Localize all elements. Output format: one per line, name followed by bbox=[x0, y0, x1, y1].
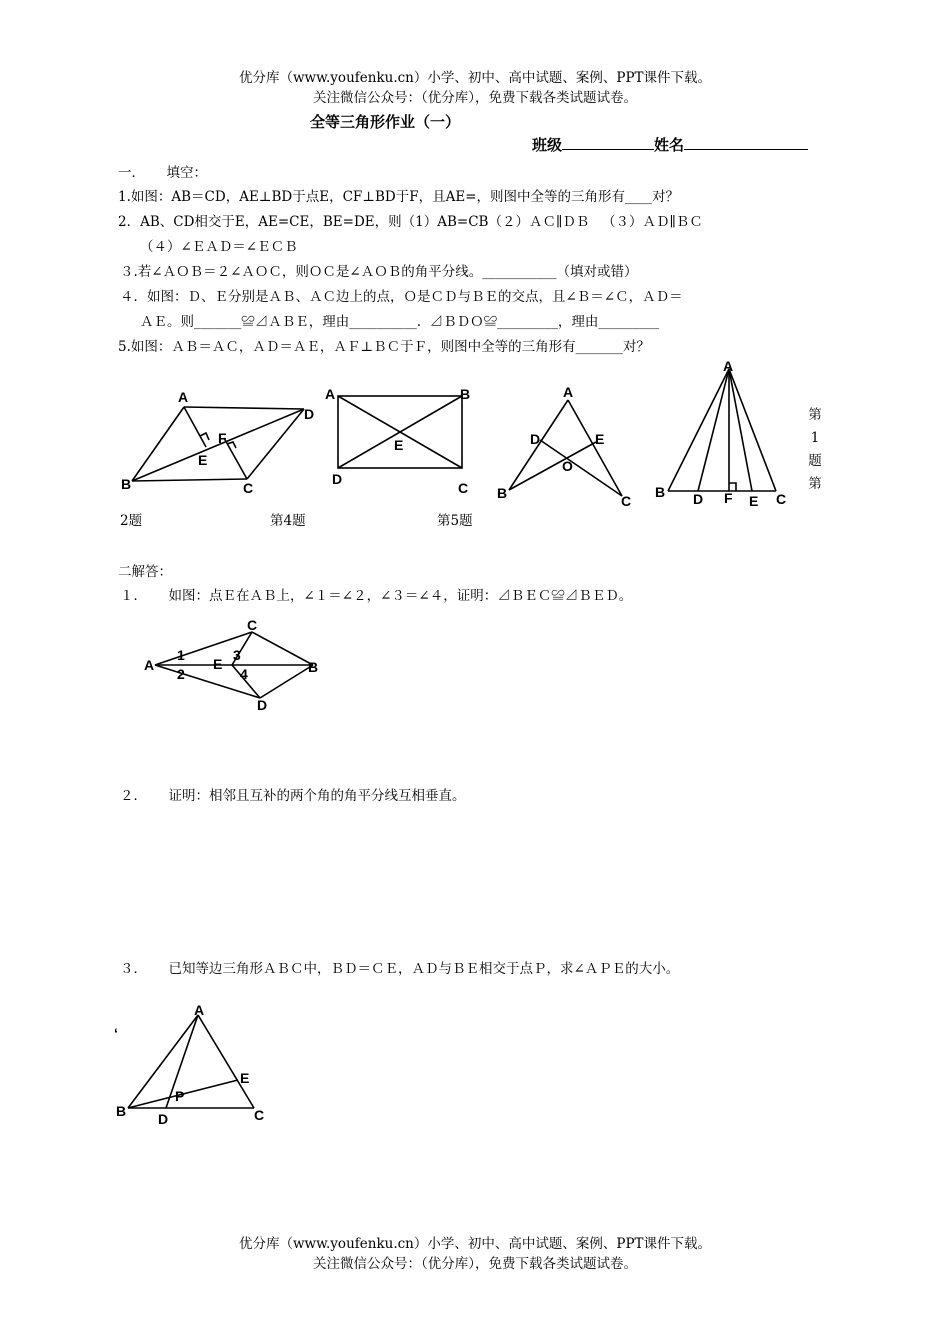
seg-bc bbox=[132, 479, 247, 481]
question-1-4-cont: ＡＥ。则_______≌⊿ＡＢＥ，理由__________. ⊿ＢＤＯ≌_________，理由_________ bbox=[140, 314, 660, 330]
section2-heading: 二解答： bbox=[118, 564, 172, 580]
label-b: B bbox=[121, 476, 132, 492]
footer-line-2: 关注微信公众号：（优分库），免费下载各类试题试卷。 bbox=[313, 1256, 637, 1272]
side-caption bbox=[805, 404, 825, 496]
seg-ae bbox=[184, 407, 206, 447]
header-line-1: 优分库（www.youfenku.cn）小学、初中、高中试题、案例、PPT课件下载。 bbox=[238, 70, 712, 86]
page-title: 全等三角形作业（一） bbox=[310, 113, 461, 131]
figure-cross-triangle bbox=[492, 382, 642, 507]
section1-heading: 一． 填空： bbox=[118, 165, 207, 181]
question-1-2-cont: （４）∠ＥＡＤ＝∠ＥＣＢ bbox=[140, 239, 298, 255]
header-line-2: 关注微信公众号：（优分库），免费下载各类试题试卷。 bbox=[313, 90, 637, 106]
label-angle-4: 4 bbox=[240, 666, 248, 682]
label-e: E bbox=[749, 493, 759, 509]
label-a: A bbox=[178, 389, 189, 405]
class-blank[interactable] bbox=[562, 137, 654, 150]
label-c: C bbox=[243, 480, 254, 496]
label-o: O bbox=[562, 458, 573, 474]
seg-ac bbox=[198, 1015, 254, 1108]
label-e: E bbox=[240, 1070, 250, 1086]
label-d: D bbox=[257, 697, 268, 713]
seg-ab bbox=[668, 369, 729, 491]
label-b: B bbox=[655, 484, 666, 500]
label-angle-1: 1 bbox=[177, 647, 185, 663]
question-2-3: ３． 已知等边三角形ＡＢＣ中，ＢＤ＝ＣＥ，ＡＤ与ＢＥ相交于点Ｐ，求∠ＡＰＥ的大小。 bbox=[120, 961, 680, 977]
label-d: D bbox=[693, 491, 704, 507]
side-caption-4: 第 bbox=[808, 476, 822, 492]
seg-db bbox=[260, 665, 313, 698]
label-c: C bbox=[247, 617, 258, 633]
figure-parallelogram bbox=[118, 382, 323, 497]
label-a: A bbox=[325, 386, 336, 402]
question-1-2: 2．AB、CD相交于E，AE=CE，BE=DE，则（1）AB=CB（２）ＡＣ∥ＤＢ （３）ＡＤ∥ＢＣ bbox=[118, 214, 703, 230]
seg-ac bbox=[729, 369, 776, 491]
label-e: E bbox=[213, 656, 223, 672]
seg-cb bbox=[252, 632, 313, 665]
figure-rectangle bbox=[320, 382, 480, 497]
caption-q2: 2题 bbox=[120, 513, 143, 529]
label-c: C bbox=[254, 1107, 265, 1123]
question-1-5: 5.如图：ＡＢ＝ＡＣ，ＡＤ＝ＡＥ，ＡＦ⊥ＢＣ于Ｆ，则图中全等的三角形有_______对？ bbox=[118, 339, 650, 355]
label-d: D bbox=[332, 471, 343, 487]
label-a: A bbox=[723, 358, 734, 374]
label-b: B bbox=[497, 485, 508, 501]
label-a: A bbox=[563, 384, 574, 400]
question-1-1: 1.如图：AB＝CD，AE⊥BD于点E，CF⊥BD于F，且AE=，则图中全等的三角形有____对？ bbox=[118, 189, 680, 205]
label-c: C bbox=[458, 480, 469, 496]
class-label: 班级 bbox=[532, 136, 563, 154]
seg-ad bbox=[184, 407, 304, 409]
question-2-1: １． 如图：点Ｅ在ＡＢ上，∠１＝∠２，∠３＝∠４，证明：⊿ＢＥＣ≌⊿ＢＥＤ。 bbox=[120, 588, 633, 604]
label-c: C bbox=[621, 493, 632, 507]
question-2-2: ２． 证明：相邻且互补的两个角的角平分线互相垂直。 bbox=[120, 788, 466, 804]
label-f: F bbox=[218, 430, 227, 446]
footer-line-1: 优分库（www.youfenku.cn）小学、初中、高中试题、案例、PPT课件下载。 bbox=[238, 1236, 712, 1252]
label-a: A bbox=[144, 657, 155, 673]
label-f: F bbox=[724, 490, 733, 506]
question-1-4: ４．如图：Ｄ、Ｅ分别是ＡＢ、ＡＣ边上的点，Ｏ是ＣＤ与ＢＥ的交点，且∠Ｂ＝∠Ｃ，ＡＤ＝ bbox=[120, 289, 683, 305]
label-d: D bbox=[530, 431, 541, 447]
figure-equilateral-triangle bbox=[112, 1000, 282, 1130]
label-b: B bbox=[116, 1103, 127, 1119]
label-b: B bbox=[308, 659, 319, 675]
label-c: C bbox=[776, 491, 787, 507]
label-p: P bbox=[175, 1088, 185, 1104]
label-a: A bbox=[194, 1002, 205, 1018]
figure-kite bbox=[140, 612, 330, 717]
seg-ad bbox=[698, 369, 729, 491]
label-d: D bbox=[158, 1111, 169, 1127]
class-name-line bbox=[532, 134, 808, 155]
name-blank[interactable] bbox=[684, 137, 808, 150]
label-angle-2: 2 bbox=[177, 666, 185, 682]
caption-q5: 第5题 bbox=[437, 513, 473, 529]
caption-q4: 第4题 bbox=[270, 513, 306, 529]
label-b: B bbox=[460, 386, 471, 402]
label-e: E bbox=[394, 437, 404, 453]
label-e: E bbox=[595, 431, 605, 447]
side-caption-2: 1 bbox=[810, 430, 820, 446]
label-angle-3: 3 bbox=[233, 647, 241, 663]
seg-dc bbox=[247, 409, 304, 479]
side-caption-1: 第 bbox=[808, 407, 822, 423]
stray-mark: ʻ bbox=[114, 1025, 118, 1041]
seg-cd bbox=[540, 440, 622, 496]
label-d: D bbox=[304, 406, 315, 422]
figure-isosceles-triangle bbox=[650, 355, 800, 510]
question-1-3: ３.若∠ＡＯＢ＝２∠ＡＯＣ，则ＯＣ是∠ＡＯＢ的角平分线。___________（填对或错） bbox=[120, 264, 638, 280]
label-e: E bbox=[198, 452, 208, 468]
seg-ac bbox=[568, 400, 622, 496]
name-label: 姓名 bbox=[654, 136, 685, 154]
seg-ab bbox=[128, 1015, 198, 1108]
side-caption-3: 题 bbox=[808, 453, 822, 469]
seg-ae bbox=[729, 369, 752, 491]
